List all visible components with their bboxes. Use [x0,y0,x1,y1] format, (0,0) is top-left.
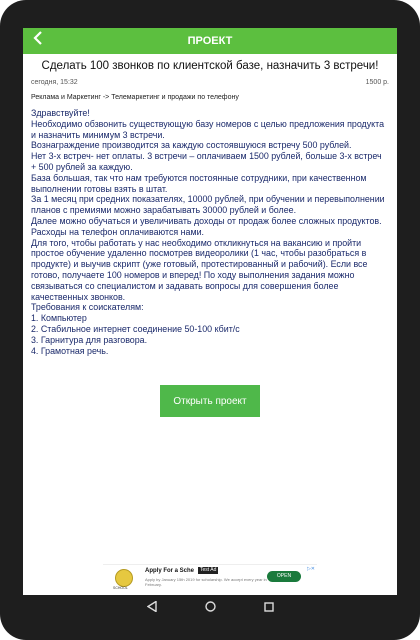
description-line: 4. Грамотная речь. [31,345,109,356]
description-line: Расходы на телефон оплачиваются нами. [31,226,205,237]
description-line: 3. Гарнитура для разговора. [31,334,148,345]
test-ad-badge: Test Ad [200,567,217,573]
triangle-back-icon[interactable] [147,599,157,617]
project-meta [31,79,389,89]
app-bar [23,28,397,54]
description-line: Далее можно обучаться и увеличивать доходы от продаж более сложных продуктов. [31,215,382,226]
project-description [31,108,389,356]
description-line: 2. Стабильное интернет соединение 50-100 кбит/с [31,323,240,334]
ad-banner[interactable] [103,564,317,595]
project-headline: Сделать 100 звонков по клиентской базе, назначить 3 встречи! [41,60,379,72]
ad-subtitle: Apply by January 15th 2019 for scholarship. We accept every year in February. [145,577,267,587]
project-category: Реклама и Маркетинг -> Телемаркетинг и продажи по телефону [31,94,239,101]
description-line: Вознаграждение производится за каждую состоявшуюся встречу 500 рублей. [31,140,352,151]
description-line: Необходимо обзвонить существующую базу номеров с целью предложения продукта и назначить минимум 3 встречи. [31,118,385,140]
description-line: База большая, так что нам требуются постоянные сотрудники, при качественном выполнении готовы взять в штат. [31,172,367,194]
square-recent-icon[interactable] [264,599,274,617]
adchoices-icon[interactable]: ▷✕ [306,566,315,572]
ad-logo-text: SCHOOL [113,586,128,590]
description-line: 1. Компьютер [31,313,87,324]
ad-logo [115,569,133,587]
description-line: Требования к соискателям: [31,302,144,313]
description-line: Для того, чтобы работать у нас необходимо откликнуться на вакансию и пройти простое обучение удаленно посмотрев видеоролики (1 час, чтобы разобраться в продукте) и выучив скрипт (уже готовый, протестированный и рабочий). Если все готово, получаете 100 номеров и вперед! По ходу выполнения задания можно связываться со специалистом и задавать вопросы для совершения более качественных звонков. [31,237,368,302]
project-price: 1500 р. [365,79,389,86]
ad-title: Apply For a Sche [145,568,195,574]
ad-open-button[interactable]: OPEN [267,571,301,582]
circle-home-icon[interactable] [205,599,216,617]
description-line: Здравствуйте! [31,108,90,118]
page-title: ПРОЕКТ [187,35,233,47]
app-screen [23,28,397,595]
description-line: За 1 месяц при средних показателях, 10000 рублей, при обучении и перевыполнении планов с премиями можно зарабатывать 30000 рублей и более. [31,194,385,216]
open-project-button[interactable]: Открыть проект [160,385,260,417]
system-nav-bar [0,595,420,615]
description-line: Нет 3-х встреч- нет оплаты. 3 встречи – оплачиваем 1500 рублей, больше 3-х встреч + 500 рублей за каждую. [31,151,382,172]
project-date: сегодня, 15:32 [31,79,78,86]
